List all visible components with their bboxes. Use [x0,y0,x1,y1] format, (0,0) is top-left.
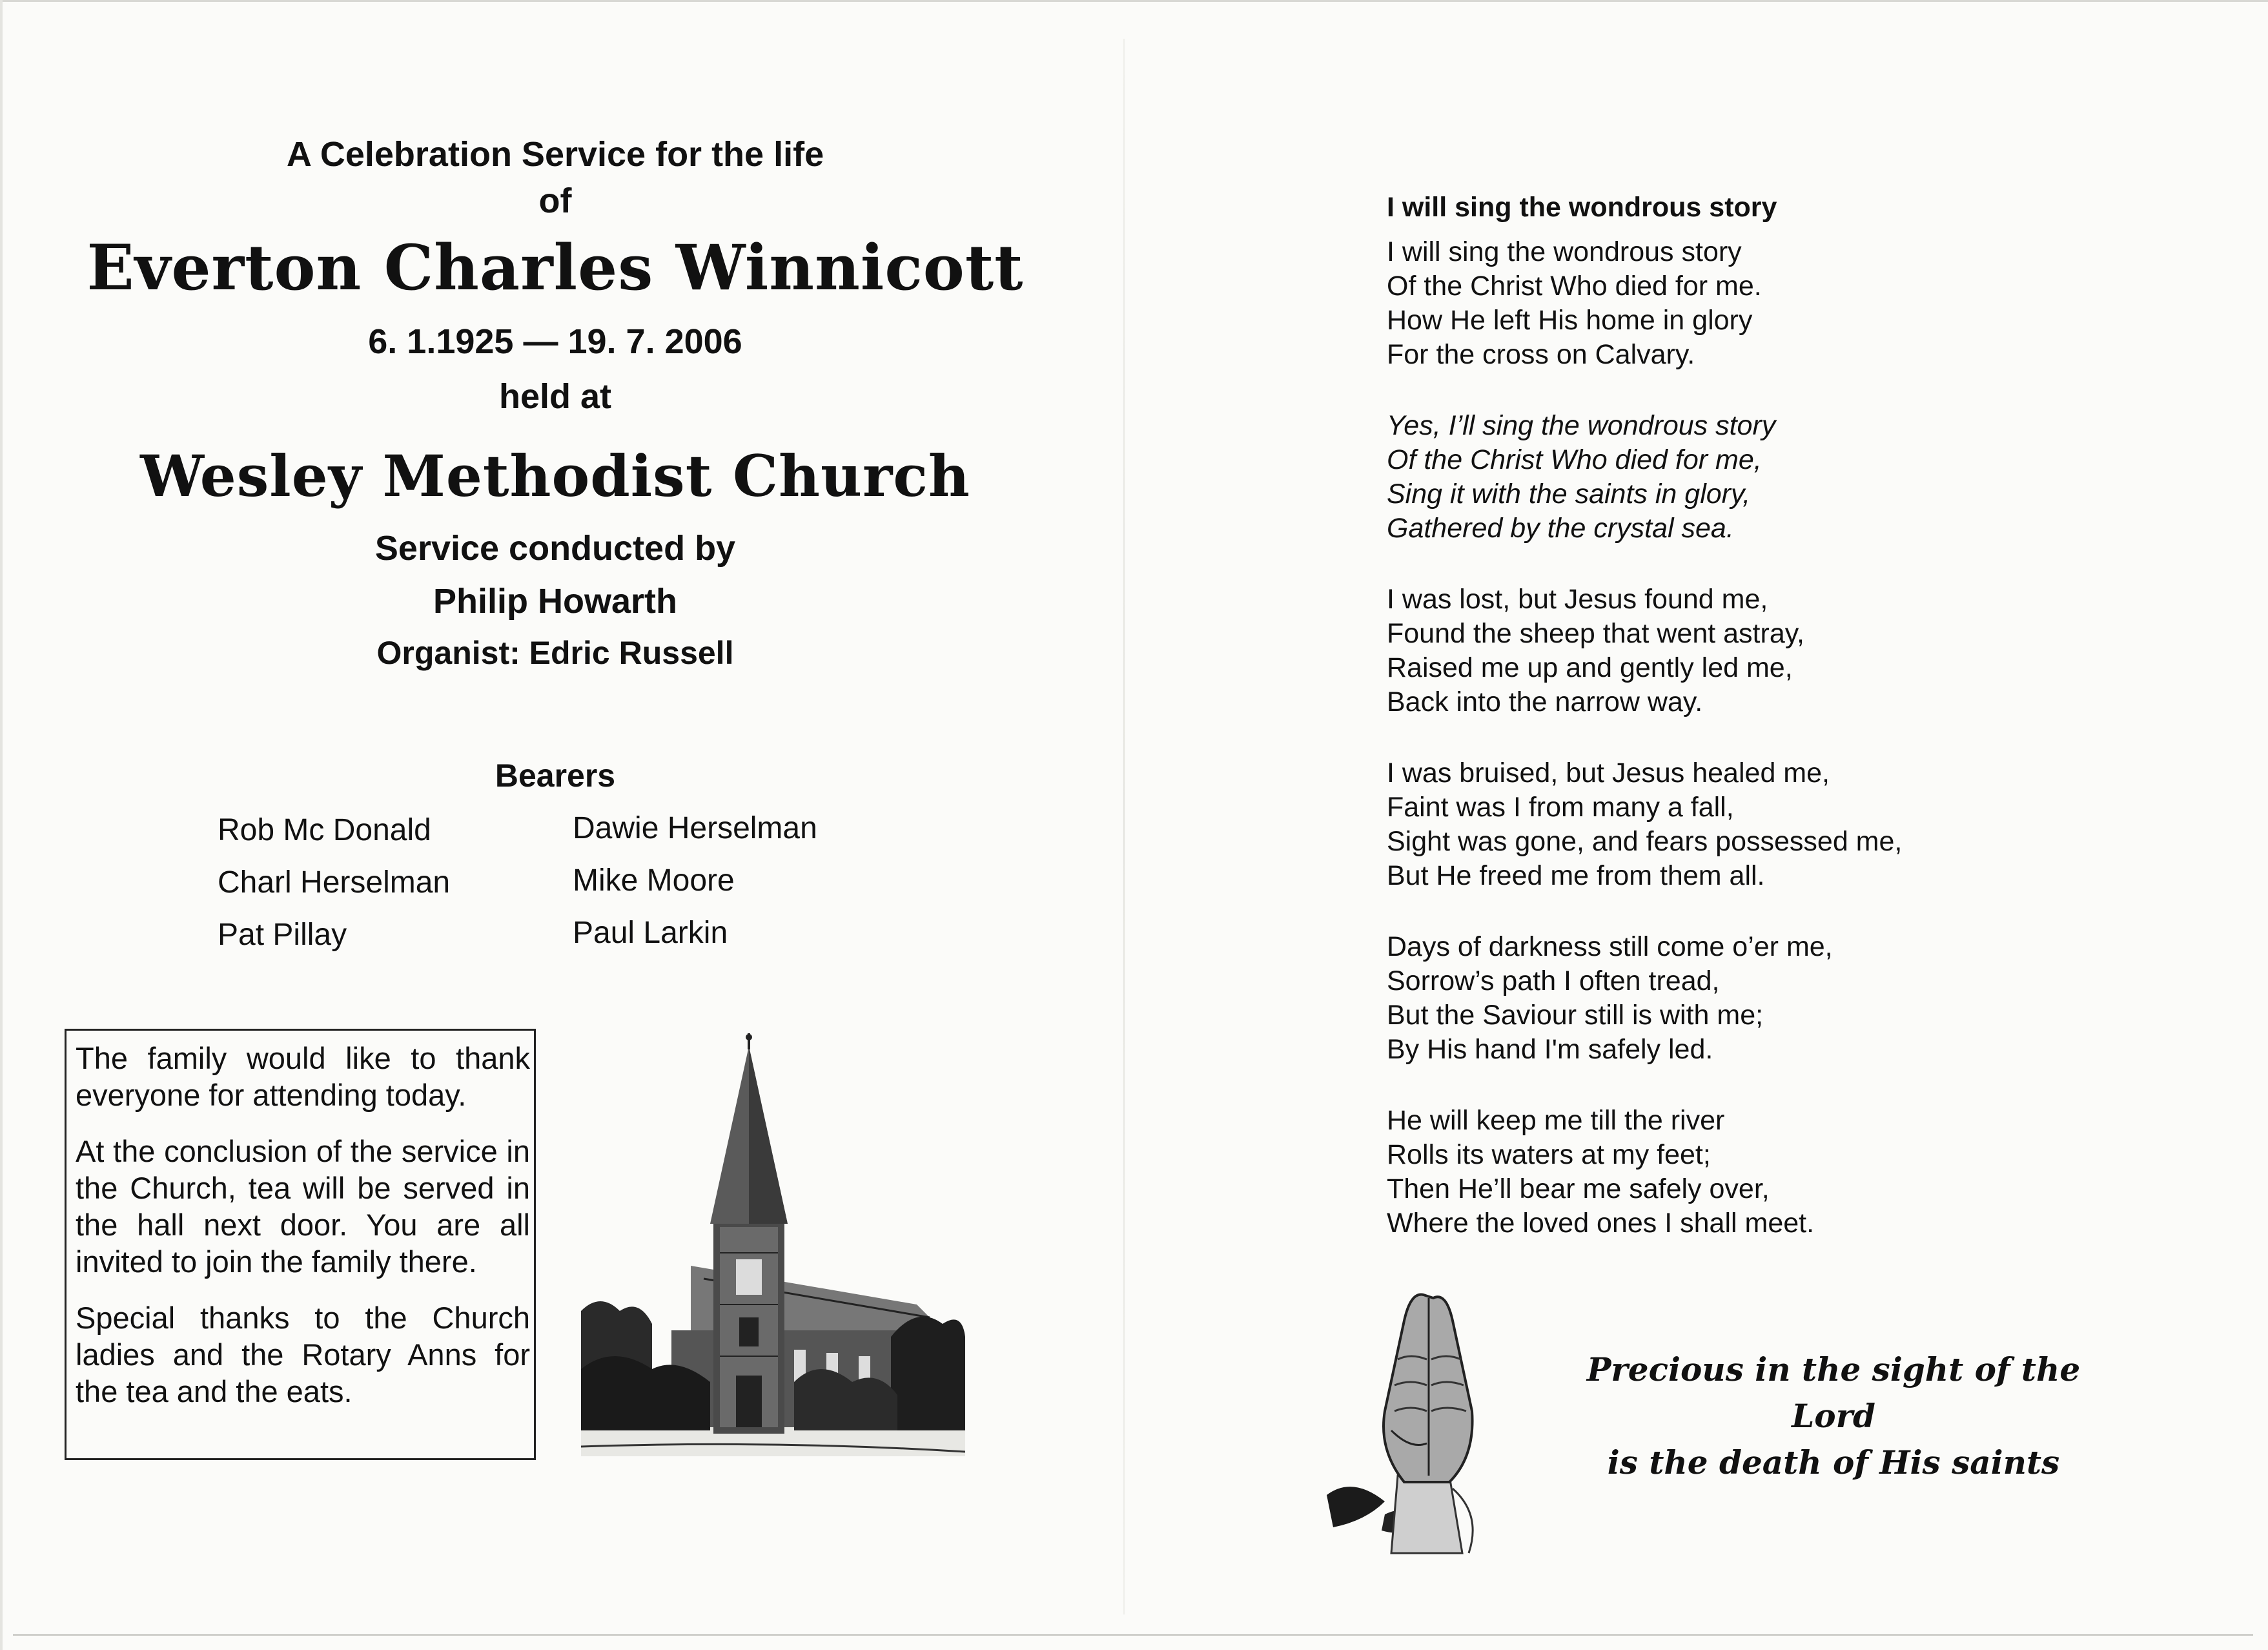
hymn-stanza [1387,583,2032,719]
hymn-line: Gathered by the crystal sea. [1387,513,1734,544]
hymn-stanza [1387,930,2032,1067]
thanks-paragraph: At the conclusion of the service in the Church, tea will be served in the hall next door. You are all invited to join the family there. [76,1134,530,1279]
hymn-line: Raised me up and gently led me, [1387,652,1793,683]
praying-hands-icon [1314,1282,1543,1560]
hymn [1387,191,2032,1277]
heading-line-2: of [538,181,572,220]
hymn-line: Faint was I from many a fall, [1387,792,1734,823]
hymn-line: He will keep me till the river [1387,1105,1725,1136]
left-page [0,0,1123,1650]
bearer-name: Paul Larkin [573,916,728,950]
hymn-line: Sing it with the saints in glory, [1387,479,1751,510]
hymn-title: I will sing the wondrous story [1387,192,1777,223]
hymn-stanza [1387,756,2032,893]
scripture-verse [1549,1346,2118,1486]
hymn-line: But He freed me from them all. [1387,860,1765,891]
hymn-line: Found the sheep that went astray, [1387,618,1804,649]
bearer-name: Mike Moore [573,863,735,898]
life-dates: 6. 1.1925 — 19. 7. 2006 [368,322,742,361]
church-name: Wesley Methodist Church [140,442,970,510]
hymn-line: Of the Christ Who died for me. [1387,271,1762,302]
bearers-column-2 [573,810,817,967]
hymn-line: For the cross on Calvary. [1387,339,1695,370]
hymn-line: Rolls its waters at my feet; [1387,1139,1711,1170]
bearer-name: Charl Herselman [218,865,451,900]
verse-line: Precious in the sight of the Lord [1586,1350,2081,1435]
hymn-line: Days of darkness still come o’er me, [1387,931,1833,962]
church-illustration [581,1033,965,1466]
hymn-line: I will sing the wondrous story [1387,236,1742,267]
organist: Organist: Edric Russell [376,635,734,671]
hymn-chorus [1387,409,2032,546]
minister-name: Philip Howarth [433,582,677,621]
hymn-line: Then He’ll bear me safely over, [1387,1173,1770,1204]
bearers-title: Bearers [495,758,616,794]
heading-line-1: A Celebration Service for the life [286,135,824,174]
hymn-line: Of the Christ Who died for me, [1387,444,1762,475]
hymn-line: I was lost, but Jesus found me, [1387,584,1768,615]
verse-line: is the death of His saints [1607,1443,2060,1481]
hymn-stanza [1387,235,2032,372]
hymn-line: Yes, I’ll sing the wondrous story [1387,410,1776,441]
bearer-name: Dawie Herselman [573,811,817,845]
hymn-line: Where the loved ones I shall meet. [1387,1208,1815,1239]
hymn-line: But the Saviour still is with me; [1387,1000,1764,1031]
held-at: held at [498,377,612,416]
hymn-line: I was bruised, but Jesus healed me, [1387,758,1830,789]
hymn-line: Sorrow’s path I often tread, [1387,965,1720,996]
bearer-name: Rob Mc Donald [218,813,431,847]
hymn-line: By His hand I'm safely led. [1387,1034,1713,1065]
service-conducted-by: Service conducted by [374,529,736,568]
deceased-name: Everton Charles Winnicott [87,231,1024,304]
hymn-stanza [1387,1104,2032,1241]
hymn-line: How He left His home in glory [1387,305,1753,336]
bearer-name: Pat Pillay [218,918,347,952]
bearers-column-1 [218,812,450,969]
hymn-line: Back into the narrow way. [1387,686,1703,717]
thanks-box [65,1029,536,1460]
hymn-line: Sight was gone, and fears possessed me, [1387,826,1903,857]
thanks-paragraph: The family would like to thank everyone for attending today. [76,1041,530,1112]
thanks-paragraph: Special thanks to the Church ladies and the Rotary Anns for the tea and the eats. [76,1301,530,1408]
